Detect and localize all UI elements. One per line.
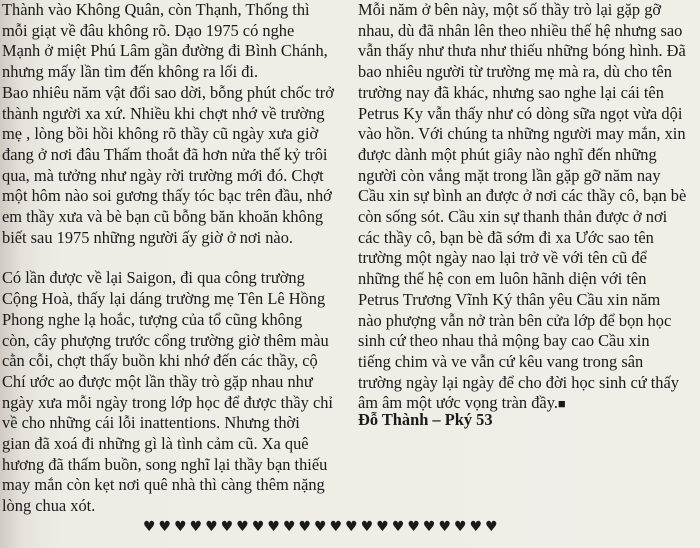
text-line: Có lần được về lại Saigon, đi qua công trường [2, 268, 305, 288]
text-line: trường nay đã khác, nhưng sao nghe lại cái tên [358, 82, 664, 102]
paragraph-2 [2, 268, 345, 516]
text-line: Cầu xin sự bình an được ở nơi các thầy cô, bạn bè [358, 186, 687, 206]
text-line: những thế hệ con em luôn hãnh diện với tên [358, 269, 647, 289]
text-line: sinh cứ theo nhau thả mộng bay cao Cầu xin [358, 331, 650, 351]
text-line: trường ngày lại ngày để cho đời học sinh cứ thấy [358, 372, 679, 392]
text-line: còn sống sót. Cầu xin sự thanh thản được ở nơi [358, 207, 668, 227]
text-line: trường một ngày nao lại trở về với tên cũ để [358, 248, 647, 268]
text-line: nào phượng vẫn nở tràn bên cửa lớp để bọn học [358, 310, 672, 330]
text-line: Cộng Hoà, thấy lại dáng trường mẹ Tên Lê Hồng [2, 289, 326, 309]
text-line: Chí ước ao được một lần thầy trò gặp nhau như [2, 371, 313, 391]
text-line: gian đã xoá đi những gì là tình cảm cũ. Xa quê [2, 434, 309, 454]
text-line: Petrus Ky vẫn thấy như có dòng sữa ngọt vừa dội [358, 103, 683, 123]
text-line: các thầy cô, bạn bè đã sớm đi xa Ước sao tên [358, 227, 654, 247]
text-line: tiếng chim và ve vẫn cứ kêu vang trong sân [358, 351, 644, 371]
paragraph-3 [358, 0, 688, 415]
text-line: lòng chua xót. [2, 496, 96, 516]
text-line: nhau, dù đã nhân lên theo nhiều thế hệ nhưng sao [358, 20, 683, 40]
text-line: về cho những cái lỗi inattentions. Nhưng thời [2, 413, 300, 433]
text-line: một hôm nào soi gương thấy tóc bạc trên đầu, nhớ [2, 186, 332, 206]
text-line: qua, mà tưởng như ngày rời trường mới đó. Chợt [2, 165, 324, 185]
text-line: thành người xa xứ. Nhiều khi chợt nhớ về trường [2, 103, 325, 123]
text-line: Petrus Trương Vĩnh Ký thân yêu Cầu xin năm [358, 289, 661, 309]
text-line: mẹ , lòng bồi hồi không rõ thầy cũ ngày xưa giờ [2, 124, 319, 144]
paragraph-1 [2, 0, 345, 248]
text-line: may mắn còn kẹt nơi quê nhà thì càng thêm nặng [2, 475, 325, 495]
text-line: hương đã thấm buồn, song nghĩ lại thầy bạn thiếu [2, 454, 328, 474]
text-line: Mạnh ở miệt Phú Lâm gần đường đi Bình Chánh, [2, 41, 328, 61]
text-line: Mỗi năm ở bên này, một số thầy trò lại gặp gỡ [358, 0, 662, 19]
author-signature: Đỗ Thành – Pký 53 [358, 410, 493, 429]
text-line: được dành một phút giây nào nghĩ đến những [358, 144, 657, 164]
text-line: vào hồn. Với chúng ta những người may mắn, xin [358, 124, 686, 144]
text-line: còn, cây phượng trước cổng trường giờ thêm màu [2, 330, 329, 350]
text-line: em thầy xưa và bè bạn cũ bỗng băn khoăn không [2, 207, 324, 227]
text-line: người còn vắng mặt trong lần gặp gỡ năm nay [358, 165, 661, 185]
heart-divider: ♥♥♥♥♥♥♥♥♥♥♥♥♥♥♥♥♥♥♥♥♥♥♥ [143, 519, 501, 535]
right-column [358, 0, 688, 415]
end-mark-icon: ■ [557, 396, 566, 412]
text-line: đang ở nơi đâu Thấm thoắt đã hơn nửa thế kỷ trôi [2, 144, 328, 164]
text-line: Thành vào Không Quân, còn Thạnh, Thống thì [2, 0, 310, 19]
left-column [2, 0, 345, 517]
text-line: ngày xưa mỗi ngày trong lớp học để được thầy chỉ [2, 392, 333, 412]
text-line: vẫn thấy như thưa như thiếu những bóng hình. Đã [358, 41, 686, 61]
paragraph-gap [2, 248, 345, 268]
text-line: Bao nhiêu năm vật đổi sao dời, bỗng phút chốc trở [2, 82, 334, 102]
text-line: nhưng mấy lần tìm đến không ra lối đi. [2, 62, 259, 82]
text-line: Phong nghe lạ hoắc, tượng của tổ cũng không [2, 309, 303, 329]
last-line-text: âm âm một ước vọng tràn đầy. [358, 393, 558, 413]
text-line: mỗi giạt về đâu không rõ. Dạo 1975 có nghe [2, 20, 295, 40]
text-line: cằn cỗi, chợt thấy buồn khi nhớ đến các thầy, cộ [2, 351, 318, 371]
text-line: bao nhiêu người từ trường mẹ mà ra, dù cho tên [358, 62, 672, 82]
text-line: biết sau 1975 những người ấy giờ ở nơi nào. [2, 227, 293, 247]
